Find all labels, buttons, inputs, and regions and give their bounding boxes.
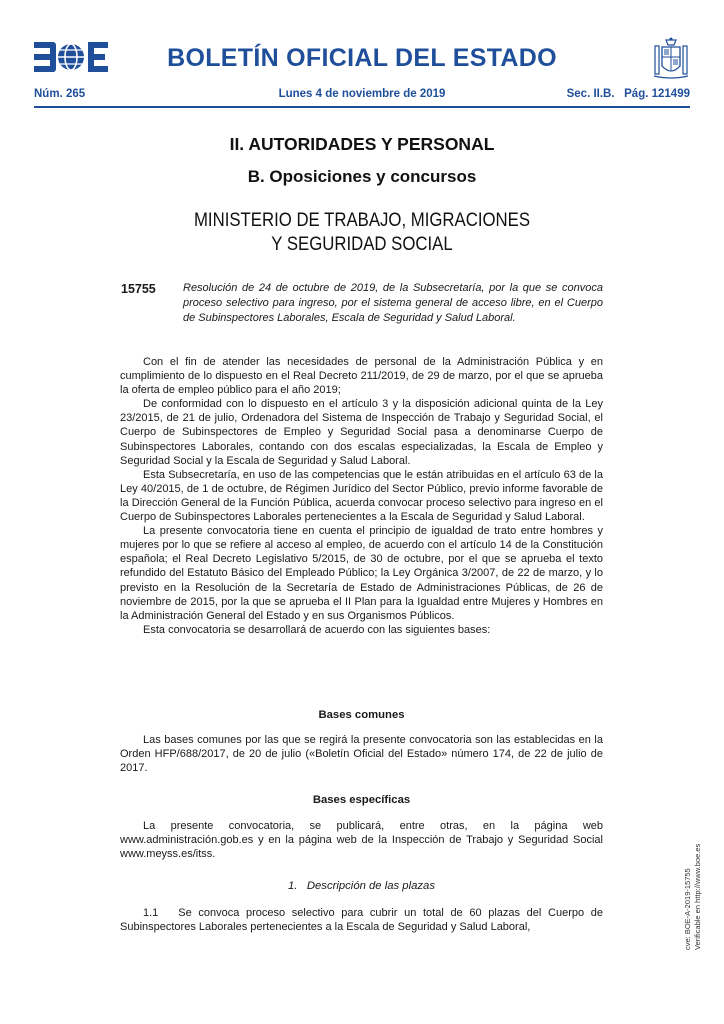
paragraph: Esta convocatoria se desarrollará de acuerdo con las siguientes bases: — [143, 623, 491, 636]
coat-of-arms-icon — [652, 36, 690, 80]
paragraph: Con el fin de atender las necesidades de personal de la Administración Pública y en cumplimiento de lo dispuesto en el Real Decreto 211/2019, de 29 de marzo, por el que se aprueba la oferta de empleo público para el año 2019; — [120, 356, 603, 397]
boe-logo — [34, 42, 108, 72]
bases-comunes-text — [120, 733, 603, 775]
ministry-line-2: Y SEGURIDAD SOCIAL — [271, 233, 453, 255]
preamble — [120, 355, 603, 637]
paragraph: Esta Subsecretaría, en uso de las competencias que le están atribuidas en el artículo 63 de la Ley 40/2015, de 1 de octubre, de Régimen Jurídico del Sector Público, previo informe favorable de la Dirección General de la Función Pública, acuerda convocar proceso selectivo para ingreso en el Cuerpo de Subinspectores Laborales pertenecientes a la Escala de Seguridad y Salud Laboral. — [120, 468, 603, 524]
bases-especificas-text — [120, 819, 603, 861]
section-heading: II. AUTORIDADES Y PERSONAL — [229, 134, 495, 154]
heading-descripcion-plazas: 1. Descripción de las plazas — [288, 880, 435, 892]
paragraph: De conformidad con lo dispuesto en el artículo 3 y la disposición adicional quinta de la Ley 23/2015, de 21 de julio, Ordenadora del Sistema de Inspección de Trabajo y Seguridad Social, el Cuerpo de Subinspectores de Empleo y Seguridad Social pasa a denominarse Cuerpo de Subinspectores Laborales, contando con dos escalas especializadas, la Escala de Empleo y Seguridad Social y la Escala de Seguridad y Salud Laboral. — [120, 398, 603, 467]
section-page: Sec. II.B. Pág. 121499 — [566, 88, 690, 100]
section-1-text — [120, 906, 607, 934]
document-number: 15755 — [121, 282, 156, 296]
issue-number: Núm. 265 — [34, 88, 86, 100]
resolution-summary: Resolución de 24 de octubre de 2019, de la Subsecretaría, por la que se convoca proceso selectivo para ingreso, por el sistema general de acceso libre, en el Cuerpo de Subinspectores Laborales, Escala de Seguridad y Salud Laboral. — [183, 282, 603, 324]
cve-code: cve: BOE-A-2019-15755 — [683, 868, 692, 950]
paragraph: Las bases comunes por las que se regirá la presente convocatoria son las establecidas en la Orden HFP/688/2017, de 20 de julio («Boletín Oficial del Estado» número 174, de 22 de julio de 2017. — [120, 734, 603, 775]
paragraph: La presente convocatoria, se publicará, entre otras, en la página web www.administración.gob.es y en la página web de la Inspección de Trabajo y Seguridad Social www.meyss.es/itss. — [120, 820, 603, 861]
bases-comunes-heading: Bases comunes — [318, 709, 405, 721]
verification-link: Verificable en http://www.boe.es — [692, 843, 702, 950]
ministry-line-1: MINISTERIO DE TRABAJO, MIGRACIONES — [193, 209, 531, 231]
gazette-title: BOLETÍN OFICIAL DEL ESTADO — [167, 44, 557, 72]
issue-info-bar — [34, 88, 690, 104]
paragraph: La presente convocatoria tiene en cuenta el principio de igualdad de trato entre hombres y mujeres por lo que se refiere al acceso al empleo, de acuerdo con el artículo 14 de la Constitución española; el Real Decreto Legislativo 5/2015, de 30 de octubre, por el que se aprueba el texto refundido del Estatuto Básico del Empleado Público; la Ley Orgánica 3/2007, de 22 de marzo, y lo previsto en la Resolución de la Secretaría de Estado de Administraciones Públicas, de 26 de noviembre de 2015, por la que se aprueba el II Plan para la Igualdad entre Mujeres y Hombres en la Administración General del Estado y en sus Organismos Públicos. — [120, 525, 603, 622]
bases-especificas-heading: Bases específicas — [312, 794, 411, 806]
issue-date: Lunes 4 de noviembre de 2019 — [278, 88, 446, 100]
paragraph: 1.1 Se convoca proceso selectivo para cubrir un total de 60 plazas del Cuerpo de Subinspectores Laborales pertenecientes a la Escala de Seguridad y Salud Laboral, — [120, 907, 607, 934]
verification-note — [683, 844, 702, 950]
header-divider — [34, 106, 690, 108]
ministry-heading — [51, 208, 674, 256]
subsection-heading: B. Oposiciones y concursos — [247, 167, 477, 186]
